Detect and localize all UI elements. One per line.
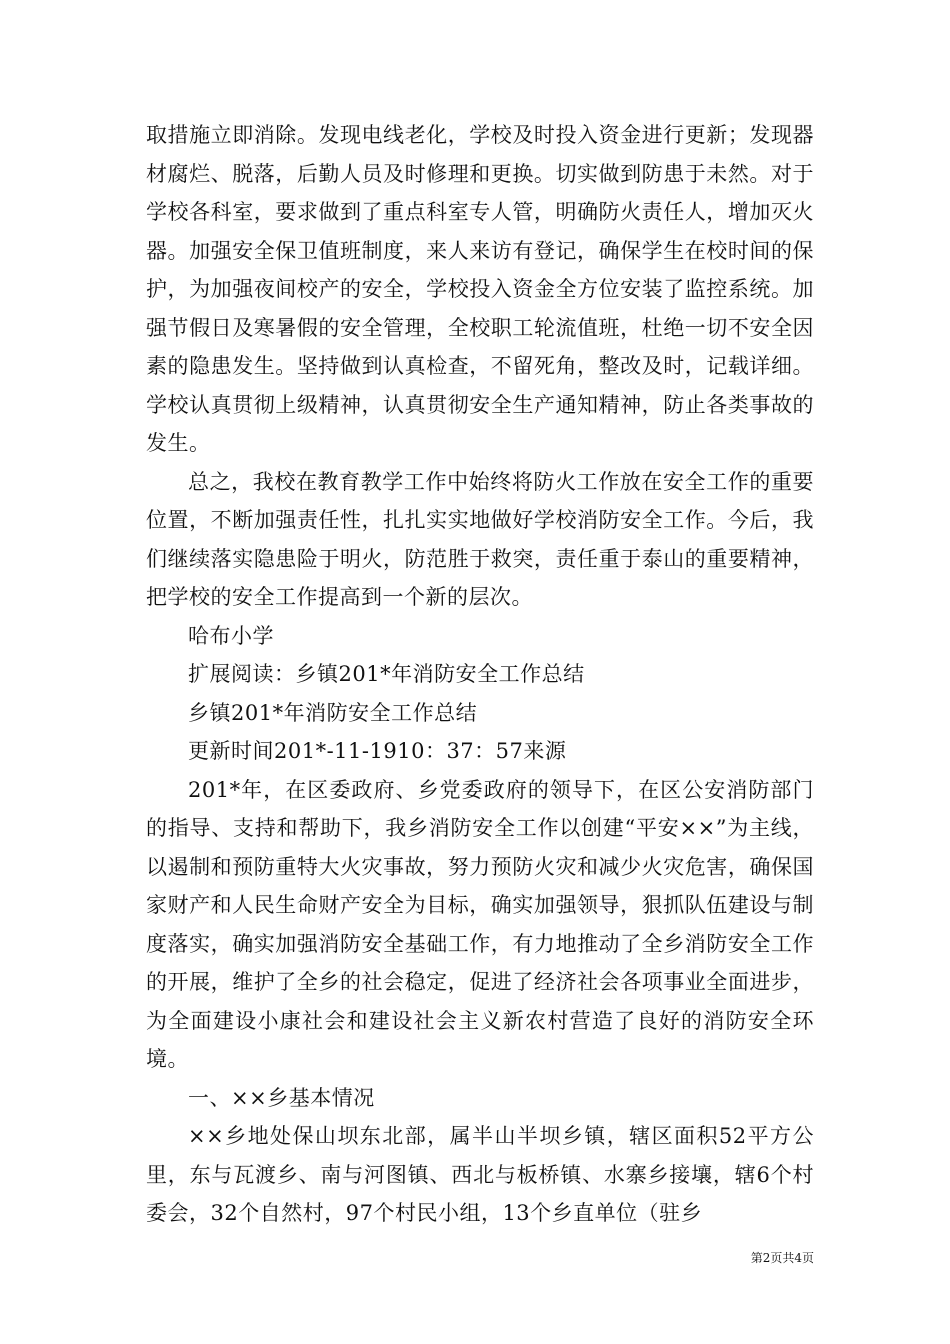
section-heading-basic-info: 一、××乡基本情况 xyxy=(188,1085,375,1110)
paragraph-update-time: 更新时间201*-11-1910：37：57来源 xyxy=(188,739,567,763)
document-body xyxy=(146,116,814,1233)
paragraph-fire-measures: 取措施立即消除。发现电线老化，学校及时投入资金进行更新；发现器材腐烂、脱落，后勤人员及时修理和更换。切实做到防患于未然。对于学校各科室，要求做到了重点科室专人管，明确防火责任人，增加灭火器。加强安全保卫值班制度，来人来访有登记，确保学生在校时间的保护，为加强夜间校产的安全，学校投入资金全方位安装了监控系统。加强节假日及寒暑假的安全管理，全校职工轮流值班，杜绝一切不安全因素的隐患发生。坚持做到认真检查，不留死角，整改及时，记载详细。学校认真贯彻上级精神，认真贯彻安全生产通知精神，防止各类事故的发生。 xyxy=(146,123,814,455)
paragraph-school-name: 哈布小学 xyxy=(188,623,274,648)
paragraph-summary: 总之，我校在教育教学工作中始终将防火工作放在安全工作的重要位置，不断加强责任性，扎扎实实地做好学校消防安全工作。今后，我们继续落实隐患险于明火，防范胜于救突，责任重于泰山的重要精神，把学校的安全工作提高到一个新的层次。 xyxy=(146,469,814,609)
page-number: 第2页共4页 xyxy=(750,1251,814,1265)
paragraph-basic-info: ××乡地处保山坝东北部，属半山半坝乡镇，辖区面积52平方公里，东与瓦渡乡、南与河图镇、西北与板桥镇、水寨乡接壤，辖6个村委会，32个自然村，97个村民小组，13个乡直单位（驻乡 xyxy=(146,1124,814,1225)
paragraph-overview: 201*年，在区委政府、乡党委政府的领导下，在区公安消防部门的指导、支持和帮助下，我乡消防安全工作以创建“平安××”为主线，以遏制和预防重特大火灾事故，努力预防火灾和减少火灾危害，确保国家财产和人民生命财产安全为目标，确实加强领导，狠抓队伍建设与制度落实，确实加强消防安全基础工作，有力地推动了全乡消防安全工作的开展，维护了全乡的社会稳定，促进了经济社会各项事业全面进步，为全面建设小康社会和建设社会主义新农村营造了良好的消防安全环境。 xyxy=(146,777,814,1071)
paragraph-extended-reading: 扩展阅读：乡镇201*年消防安全工作总结 xyxy=(188,662,585,686)
paragraph-article-title: 乡镇201*年消防安全工作总结 xyxy=(188,700,478,725)
